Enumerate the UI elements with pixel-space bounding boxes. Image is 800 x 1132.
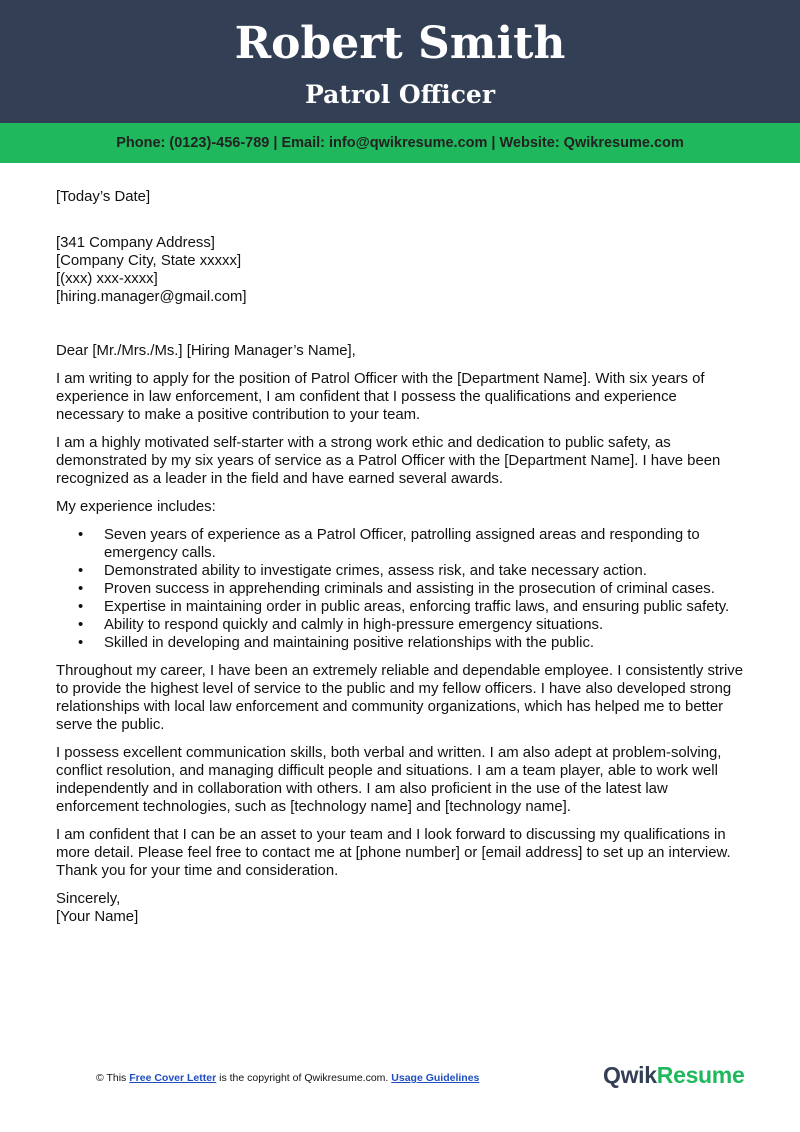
paragraph-closing: I am confident that I can be an asset to your team and I look forward to discussing my qualifications in more detail. Please feel free to contact me at [phone number] or [email address] to set up an interview. Thank you for your time and consideration. xyxy=(56,827,731,879)
list-item xyxy=(78,580,746,598)
list-item-text: Expertise in maintaining order in public areas, enforcing traffic laws, and ensuring public safety. xyxy=(104,599,730,615)
address-line: [341 Company Address] xyxy=(56,235,215,251)
list-item-text: Proven success in apprehending criminals and assisting in the prosecution of criminal cases. xyxy=(104,581,715,597)
list-item-text: Seven years of experience as a Patrol Officer, patrolling assigned areas and responding to emergency calls. xyxy=(104,527,700,561)
list-item xyxy=(78,616,746,634)
qwikresume-logo xyxy=(603,1062,744,1089)
letter-header xyxy=(0,0,800,123)
salutation: Dear [Mr./Mrs./Ms.] [Hiring Manager’s Name], xyxy=(56,343,356,359)
letter-body xyxy=(56,188,746,926)
footer-middle: is the copyright of Qwikresume.com. xyxy=(219,1072,389,1084)
applicant-name: Robert Smith xyxy=(234,18,566,69)
paragraph-intro: I am writing to apply for the position of Patrol Officer with the [Department Name]. With six years of experience in law enforcement, I am confident that I possess the qualifications and experience necessary to make a positive contribution to your team. xyxy=(56,371,705,423)
bullet-icon: • xyxy=(78,617,84,633)
list-item-text: Skilled in developing and maintaining positive relationships with the public. xyxy=(104,635,595,651)
paragraph-reliability: Throughout my career, I have been an extremely reliable and dependable employee. I consistently strive to provide the highest level of service to the public and my fellow officers. I have also developed strong relationships with local law enforcement and community organizations, which has helped me to better serve the public. xyxy=(56,663,744,733)
list-item-text: Ability to respond quickly and calmly in high-pressure emergency situations. xyxy=(104,617,604,633)
closing: Sincerely, xyxy=(56,891,121,907)
address-line: [hiring.manager@gmail.com] xyxy=(56,289,247,305)
list-item xyxy=(78,526,746,562)
list-item xyxy=(78,598,746,616)
contact-bar: Phone: (0123)-456-789 | Email: info@qwikresume.com | Website: Qwikresume.com xyxy=(0,123,800,163)
free-cover-letter-link[interactable]: Free Cover Letter xyxy=(129,1072,217,1084)
list-item-text: Demonstrated ability to investigate crimes, assess risk, and take necessary action. xyxy=(104,563,647,579)
paragraph-motivation: I am a highly motivated self-starter with a strong work ethic and dedication to public safety, as demonstrated by my six years of service as a Patrol Officer with the [Department Name]. I have been recognized as a leader in the field and have earned several awards. xyxy=(56,435,721,487)
letter-date: [Today’s Date] xyxy=(56,189,151,205)
paragraph-skills: I possess excellent communication skills, both verbal and written. I am also adept at problem-solving, conflict resolution, and managing difficult people and situations. I am a team player, able to work well independently and in collaboration with others. I am also proficient in the use of the latest law enforcement technologies, such as [technology name] and [technology name]. xyxy=(56,745,722,815)
bullet-icon: • xyxy=(78,581,84,597)
logo-part-qwik: Qwik xyxy=(603,1062,657,1088)
recipient-address xyxy=(56,234,746,306)
bullet-icon: • xyxy=(78,635,84,651)
job-title: Patrol Officer xyxy=(304,80,495,109)
address-line: [Company City, State xxxxx] xyxy=(56,253,242,269)
signature: [Your Name] xyxy=(56,909,139,925)
address-line: [(xxx) xxx-xxxx] xyxy=(56,271,158,287)
logo-part-resume: Resume xyxy=(656,1062,745,1088)
usage-guidelines-link[interactable]: Usage Guidelines xyxy=(391,1072,480,1084)
list-item xyxy=(78,634,746,652)
list-item xyxy=(78,562,746,580)
bullet-icon: • xyxy=(78,527,84,543)
copyright-footer xyxy=(96,1072,479,1084)
experience-list xyxy=(78,526,746,652)
bullet-icon: • xyxy=(78,599,84,615)
footer-prefix: © This xyxy=(96,1072,127,1084)
bullet-icon: • xyxy=(78,563,84,579)
experience-intro: My experience includes: xyxy=(56,499,216,515)
